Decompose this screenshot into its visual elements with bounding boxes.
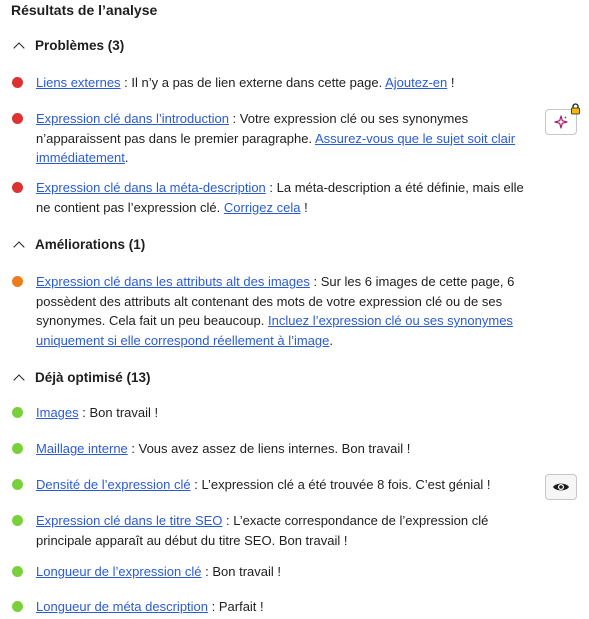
red-bullet-icon [12,182,23,193]
chevron-up-icon [13,42,24,53]
fix-image-alt-link[interactable]: Incluez l’expression clé ou ses synonymes uniquement si elle correspond réellement à l’image [36,313,513,348]
problems-section-label: Problèmes (3) [35,38,125,53]
chevron-up-icon [13,374,24,385]
eye-icon [552,481,570,493]
red-bullet-icon [12,113,23,124]
problem-item-external-links: Liens externes : Il n’y a pas de lien externe dans cette page. Ajoutez-en ! [11,73,531,93]
orange-bullet-icon [12,276,23,287]
highlight-toggle-button[interactable] [545,474,577,500]
good-item-keyphrase-density: Densité de l’expression clé : L’expression clé a été trouvée 8 fois. C’est génial ! [11,475,531,495]
good-item-keyphrase-seo-title: Expression clé dans le titre SEO : L’exacte correspondance de l’expression clé principale apparaît au début du titre SEO. Bon travail ! [11,511,531,550]
improvements-section-label: Améliorations (1) [35,237,146,252]
lock-icon [570,103,581,115]
internal-links-link[interactable]: Maillage interne [36,441,128,456]
images-link[interactable]: Images [36,405,79,420]
good-item-meta-description-length: Longueur de méta description : Parfait ! [11,597,531,617]
improvements-section-toggle[interactable] [11,237,145,252]
problem-item-keyphrase-meta-description: Expression clé dans la méta-description : La méta-description a été définie, mais elle ne contient pas l’expression clé. Corrigez cela ! [11,178,531,217]
green-bullet-icon [12,479,23,490]
green-bullet-icon [12,566,23,577]
green-bullet-icon [12,407,23,418]
external-links-link[interactable]: Liens externes [36,75,121,90]
add-external-links-link[interactable]: Ajoutez-en [385,75,448,90]
fix-meta-description-link[interactable]: Corrigez cela [223,199,301,215]
improvement-item-image-alt: Expression clé dans les attributs alt des images : Sur les 6 images de cette page, 6 possèdent des attributs alt contenant des mots de votre expression clé ou de ses synonymes. Cela fait un peu beaucoup. Incluez l’expression clé ou ses synonymes uniquement si elle correspond réellement à l’image. [11,272,531,350]
problems-section-toggle[interactable] [11,38,124,53]
green-bullet-icon [12,443,23,454]
keyphrase-introduction-link[interactable]: Expression clé dans l’introduction [36,111,229,126]
meta-description-length-link[interactable]: Longueur de méta description [36,599,209,614]
sparkle-icon [554,115,568,129]
green-bullet-icon [12,601,23,612]
red-bullet-icon [12,77,23,88]
chevron-up-icon [13,241,24,252]
ai-fix-button[interactable] [545,109,577,135]
analysis-results-title: Résultats de l’analyse [11,2,158,18]
good-item-images: Images : Bon travail ! [11,403,531,423]
good-results-section-toggle[interactable] [11,370,151,385]
keyphrase-seo-title-link[interactable]: Expression clé dans le titre SEO [36,513,223,528]
problem-item-keyphrase-introduction: Expression clé dans l’introduction : Votre expression clé ou ses synonymes n’apparaissent pas dans le premier paragraphe. Assurez-vous que le sujet soit clair immédiatement. [11,109,531,168]
keyphrase-meta-description-link[interactable]: Expression clé dans la méta-description [36,180,266,195]
keyphrase-length-link[interactable]: Longueur de l’expression clé [36,564,202,579]
fix-introduction-link[interactable]: Assurez-vous que le sujet soit clair immédiatement [36,130,516,165]
good-item-keyphrase-length: Longueur de l’expression clé : Bon travail ! [11,562,531,582]
good-item-internal-links: Maillage interne : Vous avez assez de liens internes. Bon travail ! [11,439,531,459]
keyphrase-density-link[interactable]: Densité de l’expression clé [36,477,191,492]
good-results-section-label: Déjà optimisé (13) [35,370,151,385]
image-alt-keyphrase-link[interactable]: Expression clé dans les attributs alt des images [36,274,310,289]
green-bullet-icon [12,515,23,526]
